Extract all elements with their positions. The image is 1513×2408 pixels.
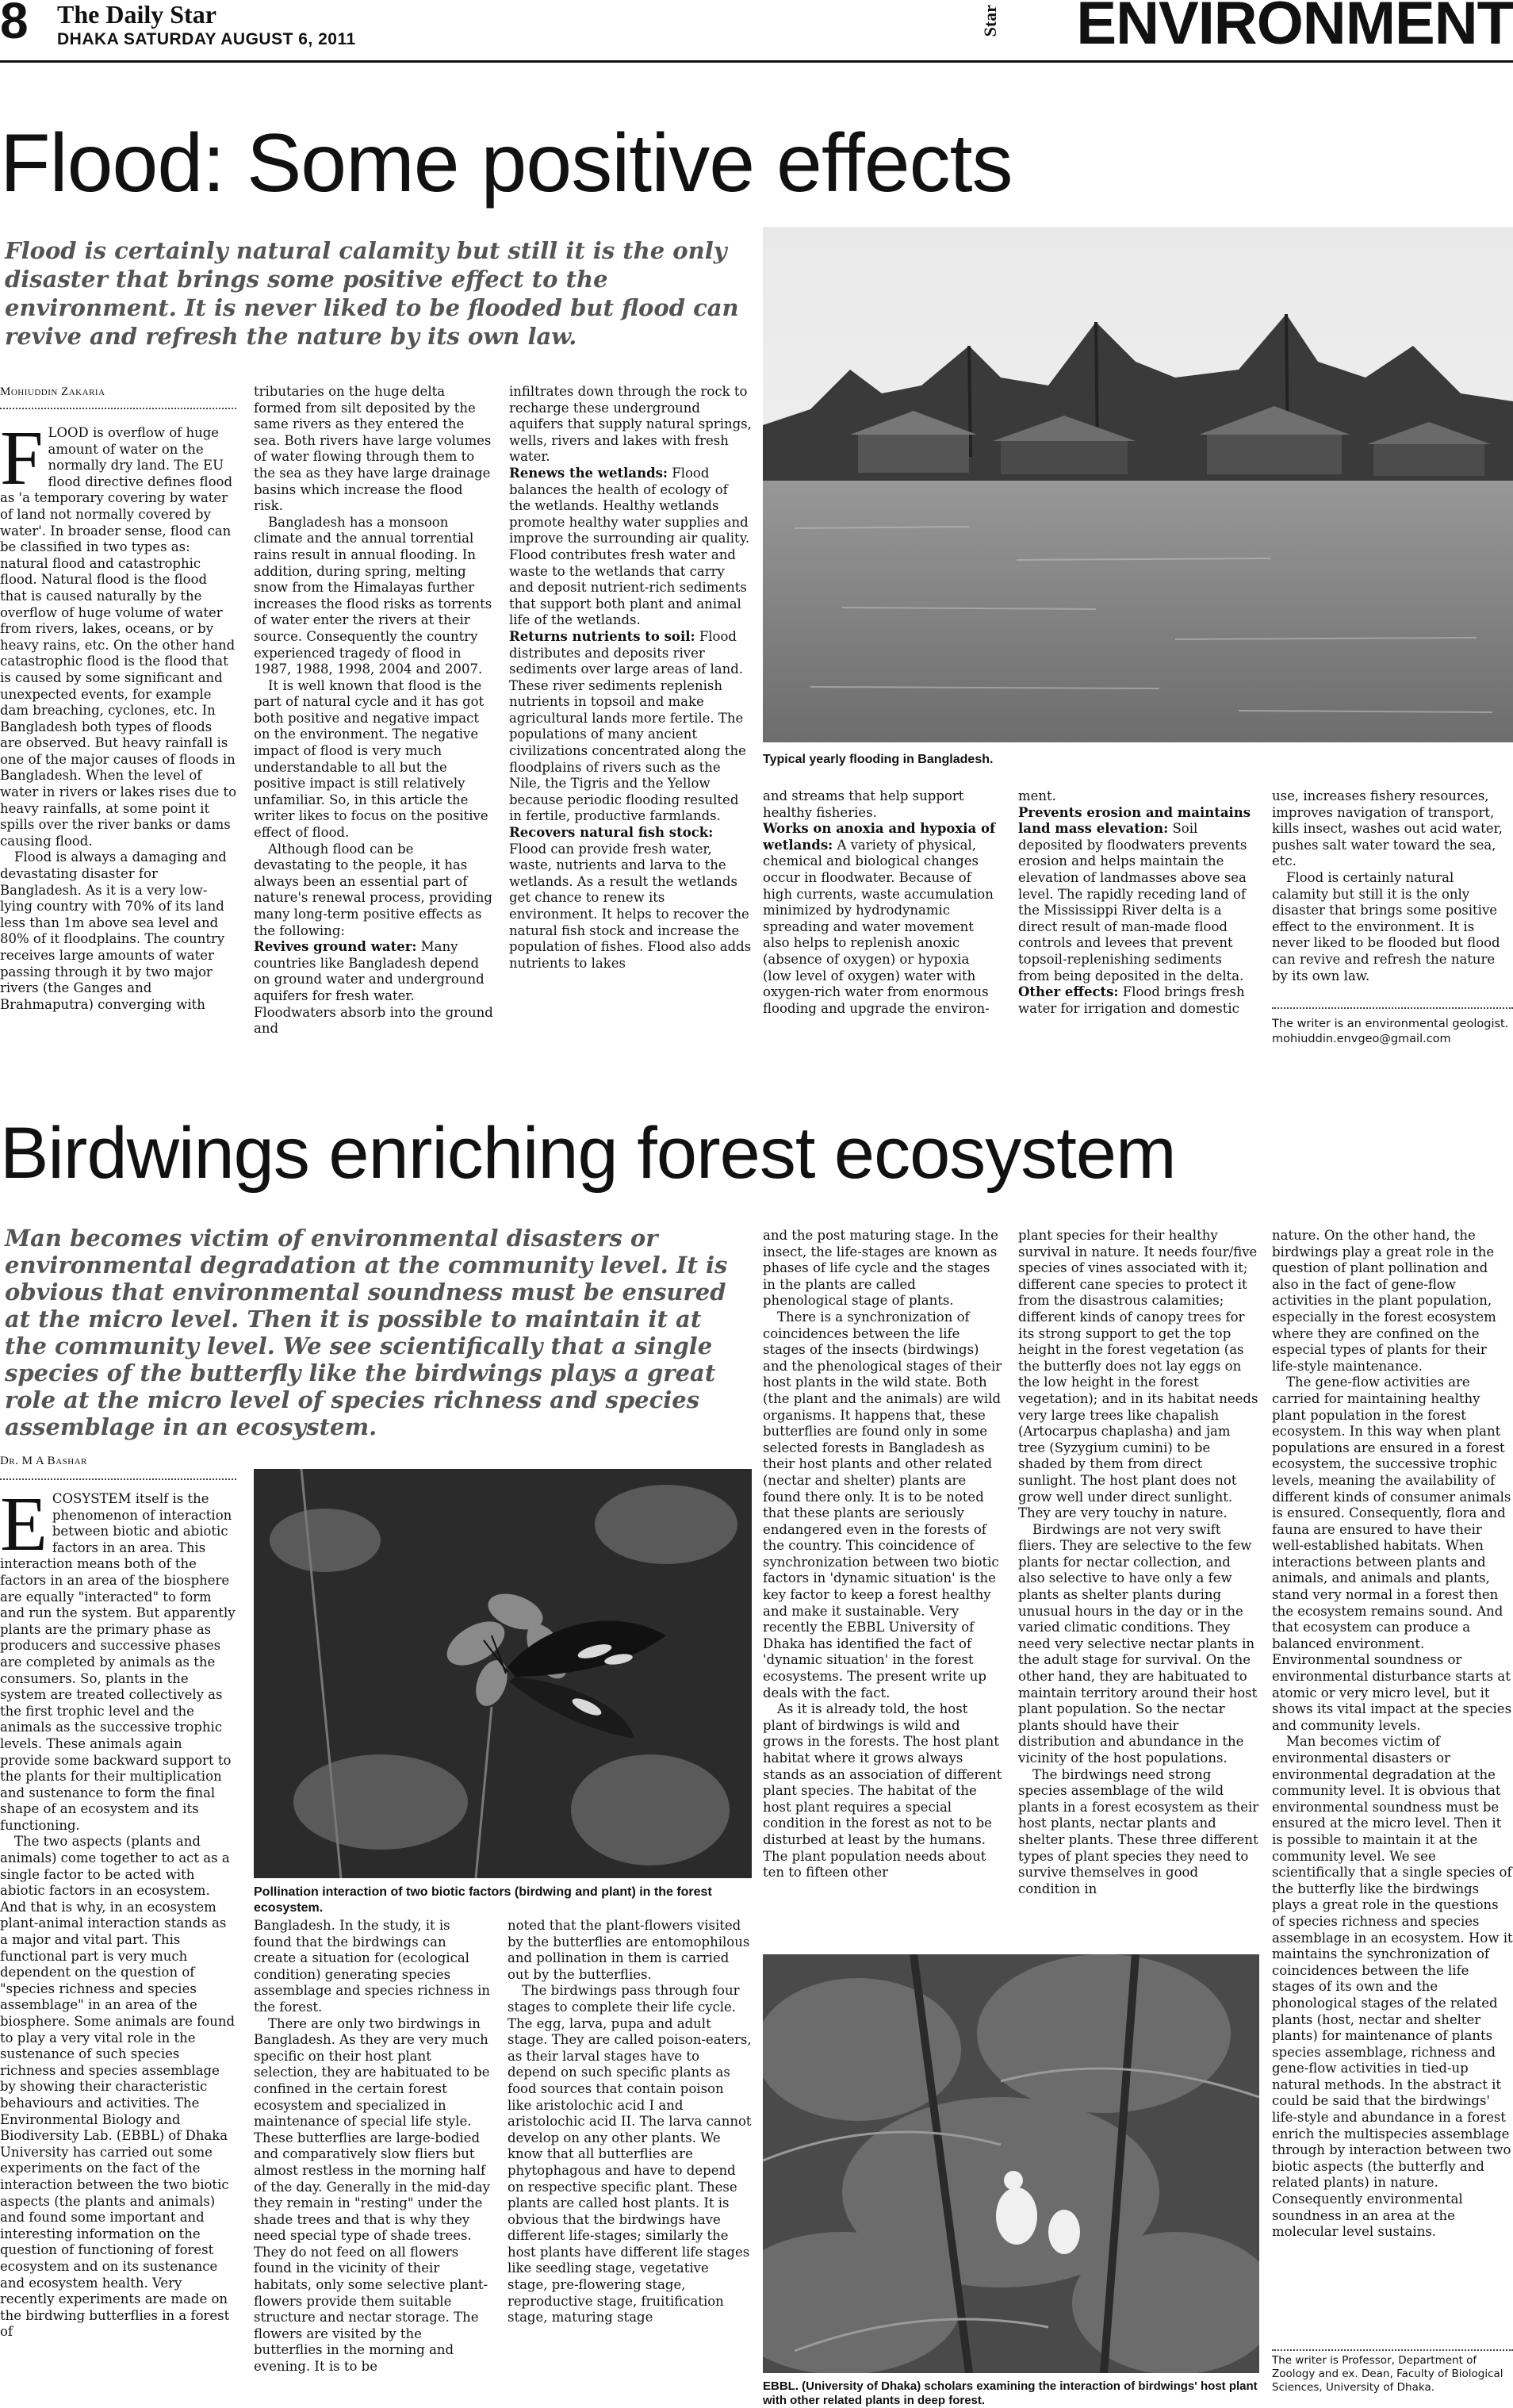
article2-col5-para: plant species for their healthy survival in nature. It needs four/five species of vines associated with it; different cane species to protect it from the disastrous calamities; different kinds of canopy trees for its strong support to get the top height in the forest vegetation (as the butterfly does not lay eggs on the low height in the forest vegetation); and in its habitat needs very large trees like chapalish (Artocarpus chaplasha) and jam tree (Syzygium cumini) to be shaded by them from direct sunlight. The host plant does not grow well under direct sunlight. They are very touchy in nature. (1018, 1228, 1258, 1521)
star-logo-text: Star (980, 5, 1000, 37)
article2-column-2 (254, 1918, 492, 2399)
article1-col5-para: Flood brings fresh water for irrigation and domestic (1018, 984, 1245, 1016)
masthead-rule (0, 60, 1513, 63)
butterfly-photo-caption: Pollination interaction of two biotic factors (birdwing and plant) in the forest ecosystem. (254, 1885, 712, 1915)
flood-photo-caption: Typical yearly flooding in Bangladesh. (763, 753, 994, 766)
article2-column-1 (0, 1491, 236, 2399)
article1-col2-para: Bangladesh has a monsoon climate and the annual torrential rains result in annual flooding. In addition, during spring, melting snow from the Himalayas further increases the flood risks as torrents of water enter the rivers at their source. Consequently the country experienced tragedy of flood in 1987, 1988, 1998, 2004 and 2007. (254, 514, 492, 677)
paper-name: The Daily Star (57, 0, 216, 29)
article1-col6-para: use, increases fishery resources, improves navigation of transport, kills insect, washes out acid water, pushes salt water toward the sea, etc. (1272, 788, 1503, 869)
flood-photo (763, 227, 1513, 742)
article2-col4-para: There is a synchronization of coincidences between the life stages of the insects (birdwings) and the phenological stages of their host plants in the wild state. Both (the plant and the animals) are wild organisms. It happens that, these butterflies are found only in some selected forests in Bangladesh as their host plants and other related (nectar and shelter) plants are found there only. It is to be noted that these plants are seriously endangered even in the forests of the country. This coincidence of synchronization between two biotic factors in 'dynamic situation' is the key factor to keep a forest healthy and make it sustainable. Very recently the EBBL University of Dhaka has identified the fact of 'dynamic situation' in the forest ecosystems. The present write up deals with the fact. (763, 1309, 1002, 1701)
article1-headline: Flood: Some positive effects (0, 117, 1013, 209)
article1-byline: Mohiuddin Zakaria (0, 385, 105, 398)
article2-byline-rule (0, 1478, 236, 1480)
article2-col4-para: and the post maturing stage. In the insect, the life-stages are known as phases of life cycle and the stages in the plants are called phenological stage of plants. (763, 1228, 998, 1309)
article1-writer-credit: The writer is an environmental geologist. mohiuddin.envgeo@gmail.com (1272, 1018, 1509, 1045)
article1-column-4 (763, 788, 1001, 1052)
article2-col5-para: The birdwings need strong species assemblage of the wild plants in a forest ecosystem as their host plants, nectar plants and shelter plants. These three different types of plant species they need to survive themselves in good condition in (1018, 1766, 1259, 1896)
article2-dropcap: E (0, 1491, 48, 1567)
article1-col4-para: and streams that help support healthy fisheries. (763, 788, 964, 820)
subhead-recovers-fish-stock: Recovers natural fish stock: (509, 825, 714, 841)
article2-col2-para: Bangladesh. In the study, it is found that the birdwings can create a situation for (ecological condition) generating species assemblage and species richness in the forest. (254, 1918, 490, 2015)
article1-credit-rule (1272, 1007, 1513, 1009)
article2-col1-para: The two aspects (plants and animals) come together to act as a single factor to be acted with abiotic factors in an ecosystem. And that is why, in an ecosystem plant-animal interaction stands as a major and vital part. This functional part is very much dependent on the question of "species richness and species assemblage" in an area of the biosphere. Some animals are found to play a very vital role in the sustenance of such species richness and species assemblage by showing their characteristic behaviours and activities. The Environmental Biology and Biodiversity Lab. (EBBL) of Dhaka University has carried out some experiments on the fact of the interaction between the two biotic aspects (the plants and animals) and found some important and interesting information on the question of functioning of forest ecosystem and on its sustenance and ecosystem health. Very recently experiments are made on the birdwing butterflies in a forest of (0, 1834, 236, 2340)
article2-column-6 (1272, 1228, 1513, 2348)
dateline: DHAKA SATURDAY AUGUST 6, 2011 (57, 30, 356, 48)
article2-column-5 (1018, 1228, 1259, 1942)
article1-col2-para: tributaries on the huge delta formed from silt deposited by the same rivers as they entered the sea. Both rivers have large volumes of water flowing through them to the sea as they have large drainage basins which increase the flood risk. (254, 384, 492, 514)
article1-byline-rule (0, 408, 236, 409)
article2-byline: Dr. M A Bashar (0, 1455, 87, 1467)
article2-col3-para: noted that the plant-flowers visited by the butterflies are entomophilous and pollination in them is carried out by the butterflies. (508, 1918, 750, 1982)
article1-col3-para: infiltrates down through the rock to recharge these underground aquifers that supply natural springs, wells, rivers and lakes with fresh water. (509, 384, 752, 465)
subhead-renews-wetlands: Renews the wetlands: (509, 465, 668, 481)
forest-photo (763, 1954, 1259, 2373)
article2-writer-credit: The writer is Professor, Department of Zoology and ex. Dean, Faculty of Biological Sciences, University of Dhaka. (1272, 2354, 1503, 2394)
article1-column-2 (254, 384, 493, 1052)
subhead-other-effects: Other effects: (1018, 984, 1119, 1000)
butterfly-photo (254, 1469, 752, 1878)
article1-col3-para: Flood balances the health of ecology of the wetlands. Healthy wetlands promote healthy water supplies and improve the surrounding air quality. Flood contributes fresh water and waste to the wetlands that carry and deposit nutrient-rich sediments that support both plant and animal life of the wetlands. (509, 465, 750, 628)
article1-deck: Flood is certainly natural calamity but still it is the only disaster that brings some positive effect to the environment. It is never liked to be flooded but flood can revive and refresh the nature by its own law. (5, 237, 739, 350)
article2-col6-para: nature. On the other hand, the birdwings play a great role in the question of plant pollination and also in the fact of gene-flow activities in the plant population, especially in the forest ecosystem where they are confined on the especial types of plants for their life-style maintenance. (1272, 1228, 1496, 1374)
article1-dropcap: F (0, 425, 44, 501)
forest-photo-caption: EBBL. (University of Dhaka) scholars examining the interaction of birdwings' host plant with other related plants in deep forest. (763, 2379, 1258, 2407)
article2-deck: Man becomes victim of environmental disasters or environmental degradation at the community level. It is obvious that environmental soundness must be ensured at the micro level. Then it is possible to maintain it at the community level. We see scientifically that a single species of the butterfly like the birdwings plays a great role at the micro level of species richness and species assemblage in an ecosystem. (5, 1225, 728, 1440)
article1-col4-para: A variety of physical, chemical and biological changes occur in floodwater. Because of high currents, waste accumulation minimized by hydrodynamic spreading and water movement also helps to replenish anoxic (absence of oxygen) or hypoxia (low level of oxygen) water with oxygen-rich water from enormous flooding and upgrade the environ- (763, 837, 994, 1016)
article1-column-5 (1018, 788, 1256, 1052)
article2-column-4 (763, 1228, 1002, 1942)
article2-col1-text: COSYSTEM itself is the phenomenon of interaction between biotic and abiotic factors in an area. This interaction means both of the factors in an area of the biosphere are equally "interacted" to form and run the system. But apparently plants are the primary phase as producers and successive phases are completed by animals as the consumers. So, plants in the system are treated collectively as the first trophic level and the animals as the successive trophic levels. These animals again provide some backward support to the plants for their multiplication and sustenance to form the final shape of an ecosystem and its functioning. (0, 1491, 236, 1833)
subhead-returns-nutrients: Returns nutrients to soil: (509, 628, 695, 644)
article2-col4-para: As it is already told, the host plant of birdwings is wild and grows in the forests. The host plant habitat where it grows always stands as an association of different plant species. The habitat of the host plant requires a special condition in the forest as not to be disturbed at least by the humans. The plant population needs about ten to fifteen other (763, 1701, 1002, 1881)
article2-column-3 (508, 1918, 752, 2399)
article1-col3-para: Flood distributes and deposits river sediments over large areas of land. These river sediments replenish nutrients in topsoil and make agricultural lands more fertile. The populations of many ancient civilizations concentrated along the floodplains of rivers such as the Nile, the Tigris and the Yellow because periodic flooding resulted in fertile, productive farmlands. (509, 628, 746, 824)
article1-column-3 (509, 384, 752, 1052)
article1-col5-para: Soil deposited by floodwaters prevents erosion and helps maintain the elevation of landmasses above sea level. The rapidly receding land of the Mississippi River delta is a direct result of man-made flood controls and levees that prevent topsoil-replenishing sediments from being deposited in the delta. (1018, 821, 1247, 984)
article2-col2-para: There are only two birdwings in Bangladesh. As they are very much specific on their host plant selection, they are habituated to be confined in the certain forest ecosystem and specialized in maintenance of special life style. These butterflies are large-bodied and comparatively slow fliers but almost restless in the morning half of the day. Generally in the mid-day they remain in "resting" under the shade trees and that is why they need special type of shade trees. They do not feed on all flowers found in the vicinity of their habitats, only some selective plant-flowers provide them suitable structure and nectar storage. The flowers are visited by the butterflies in the morning and evening. It is to be (254, 2015, 490, 2375)
subhead-revives-ground-water: Revives ground water: (254, 939, 417, 955)
article2-col5-para: Birdwings are not very swift fliers. They are selective to the few plants for nectar collection, and also selective to have only a few plants as shelter plants during unusual hours in the day or in the varied climatic conditions. They need very selective nectar plants in the adult stage for survival. On the other hand, they are habituated to maintain territory around their host plant population. So the nectar plants should have their distribution and abundance in the vicinity of the host populations. (1018, 1521, 1258, 1766)
article2-headline: Birdwings enriching forest ecosystem (0, 1113, 1176, 1194)
star-logo (982, 5, 999, 54)
article1-col1-text: LOOD is overflow of huge amount of water on the normally dry land. The EU flood directive defines flood as 'a temporary covering by water of land not normally covered by water'. In broader sense, flood can be classified in two types as: natural flood and catastrophic flood. Natural flood is the flood that is caused naturally by the overflow of huge volume of water from rivers, lakes, oceans, or by heavy rains, etc. On the other hand catastrophic flood is the flood that is caused by some significant and unexpected events, for example dam breaching, cyclones, etc. In Bangladesh both types of floods are observed. But heavy rainfall is one of the major causes of floods in Bangladesh. When the level of water in rivers or lakes rises due to heavy rainfalls, at some point it spills over the river banks or dams causing flood. (0, 425, 236, 849)
subhead-anoxia-hypoxia: Works on anoxia and hypoxia of wetlands: (763, 821, 996, 853)
article2-col6-para: Man becomes victim of environmental disasters or environmental degradation at the community level. It is obvious that environmental soundness must be ensured at the micro level. Then it is possible to maintain it at the community level. We see scientifically that a single species of the butterfly like the birdwings plays a great role in the questions of species richness and species assemblage in an ecosystem. How it maintains the synchronization of coincidences between the life stages of its own and the phonological stages of the related plants (host, nectar and shelter plants) for maintenance of plants species assemblage, richness and gene-flow activities in tied-up natural methods. In the abstract it could be said that the birdwings' life-style and abundance in a forest enrich the multispecies assemblage through by interaction between two biotic aspects (the butterfly and related plants) in nature. Consequently environmental soundness in an area at the molecular level sustains. (1272, 1734, 1513, 2240)
article1-column-1 (0, 425, 236, 1052)
article1-col6-para: Flood is certainly natural calamity but still it is the only disaster that brings some positive effect to the environment. It is never liked to be flooded but flood can revive and refresh the nature by its own law. (1272, 869, 1500, 984)
article1-col2-para: Many countries like Bangladesh depend on ground water and underground aquifers for fresh water. Floodwaters absorb into the ground and (254, 939, 493, 1037)
article2-col3-para: The birdwings pass through four stages to complete their life cycle. The egg, larva, pupa and adult stage. They are called poison-eaters, as their larval stages have to depend on such specific plants as food sources that contain poison like aristolochic acid I and aristolochic acid II. The larva cannot develop on any other plants. We know that all butterflies are phytophagous and have to depend on respective specific plant. These plants are called host plants. It is obvious that the birdwings have different life-stages; similarly the host plants have different life stages like seedling stage, vegetative stage, pre-flowering stage, reproductive stage, fruitification stage, maturing stage (508, 1983, 752, 2326)
article1-col1-para: Flood is always a damaging and devastating disaster for Bangladesh. As it is a very low-lying country with 70% of its land less than 1m above sea level and 80% of it floodplains. The country receives large amounts of water passing through it by two major rivers (the Ganges and Brahmaputra) converging with (0, 849, 227, 1012)
article2-col6-para: The gene-flow activities are carried for maintaining healthy plant population in the forest ecosystem. In this way when plant populations are ensured in a forest ecosystem, the successive trophic levels, meaning the availability of different kinds of consumer animals is ensured. Consequently, flora and fauna are ensured to have their well-established habitats. When interactions between plants and animals, and animals and plants, stand very normal in a forest then the ecosystem remains sound. And that ecosystem can produce a balanced environment. Environmental soundness or environmental disturbance starts at atomic or very micro level, but it shows its vital impact at the species and community levels. (1272, 1375, 1512, 1733)
page-number: 8 (0, 0, 29, 49)
article2-credit-rule (1272, 2349, 1513, 2351)
article1-column-6 (1272, 788, 1513, 987)
section-title: ENVIRONMENT (1076, 0, 1513, 57)
article1-col5-para: ment. (1018, 788, 1056, 803)
article1-col3-para: Flood can provide fresh water, waste, nutrients and larva to the wetlands. As a result the wetlands get chance to renew its environment. It helps to recover the natural fish stock and increase the population of fishes. Flood also adds nutrients to lakes (509, 841, 752, 971)
article1-col2-para: Although flood can be devastating to the people, it has always been an essential part of nature's renewal process, providing many long-term positive effects as the following: (254, 841, 492, 938)
subhead-prevents-erosion: Prevents erosion and maintains land mass elevation: (1018, 804, 1251, 837)
article1-col2-para: It is well known that flood is the part of natural cycle and it has got both positive and negative impact on the environment. The negative impact of flood is very much understandable to all but the positive impact is still relatively unfamiliar. So, in this article the writer likes to focus on the positive effect of flood. (254, 677, 488, 841)
